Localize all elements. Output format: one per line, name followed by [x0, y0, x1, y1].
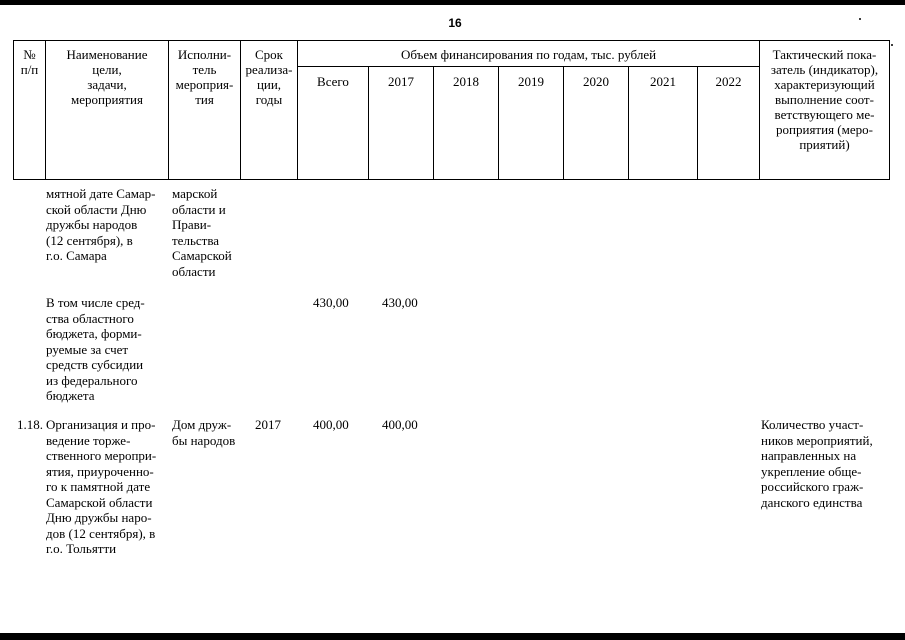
page-number: 16 — [448, 16, 462, 30]
row-term: 2017 — [255, 417, 281, 432]
header-year-2020: 2020 — [583, 74, 609, 89]
header-total: Всего — [317, 74, 349, 89]
header-indicator: Тактический пока- затель (индикатор), характеризующий выполнение соот- ветствующего ме- роприятия (меро- приятий) — [770, 47, 879, 152]
header-year-2018: 2018 — [453, 74, 479, 89]
scan-bottom-edge — [0, 633, 905, 640]
header-executor: Исполни- тель мероприя- тия — [175, 47, 234, 107]
header-name: Наименование цели, задачи, мероприятия — [66, 47, 148, 107]
row-executor: марской области и Прави- тельства Самарской области — [172, 186, 232, 279]
row-2017: 400,00 — [382, 417, 418, 432]
header-year-2017: 2017 — [388, 74, 414, 89]
row-2017: 430,00 — [382, 295, 418, 310]
row-indicator: Количество участ- ников мероприятий, направленных на укрепление обще- российского граж- данского единства — [761, 417, 873, 510]
row-num: 1.18. — [17, 417, 43, 432]
header-year-2022: 2022 — [715, 74, 742, 89]
row-total: 400,00 — [313, 417, 349, 432]
header-num: № п/п — [20, 47, 39, 77]
header-year-2021: 2021 — [650, 74, 676, 89]
header-financing: Объем финансирования по годам, тыс. рублей — [400, 47, 657, 62]
row-name: мятной дате Самар- ской области Дню дружбы народов (12 сентября), в г.о. Самара — [46, 186, 156, 263]
row-name: В том числе сред- ства областного бюджета, форми- руемые за счет средств субсидии из федерального бюджета — [46, 295, 145, 403]
header-year-2019: 2019 — [518, 74, 544, 89]
row-executor: Дом друж- бы народов — [172, 417, 236, 448]
header-term: Срок реализа- ции, годы — [245, 47, 293, 107]
scan-speck — [859, 18, 861, 20]
row-name: Организация и про- ведение торже- ственного меропри- ятия, приуроченно- го к памятной дате Самарской области Дню дружбы наро- дов (12 сентября), в г.о. Тольятти — [46, 417, 157, 556]
scan-speck — [891, 44, 893, 46]
scan-top-edge — [0, 0, 905, 5]
row-total: 430,00 — [313, 295, 349, 310]
